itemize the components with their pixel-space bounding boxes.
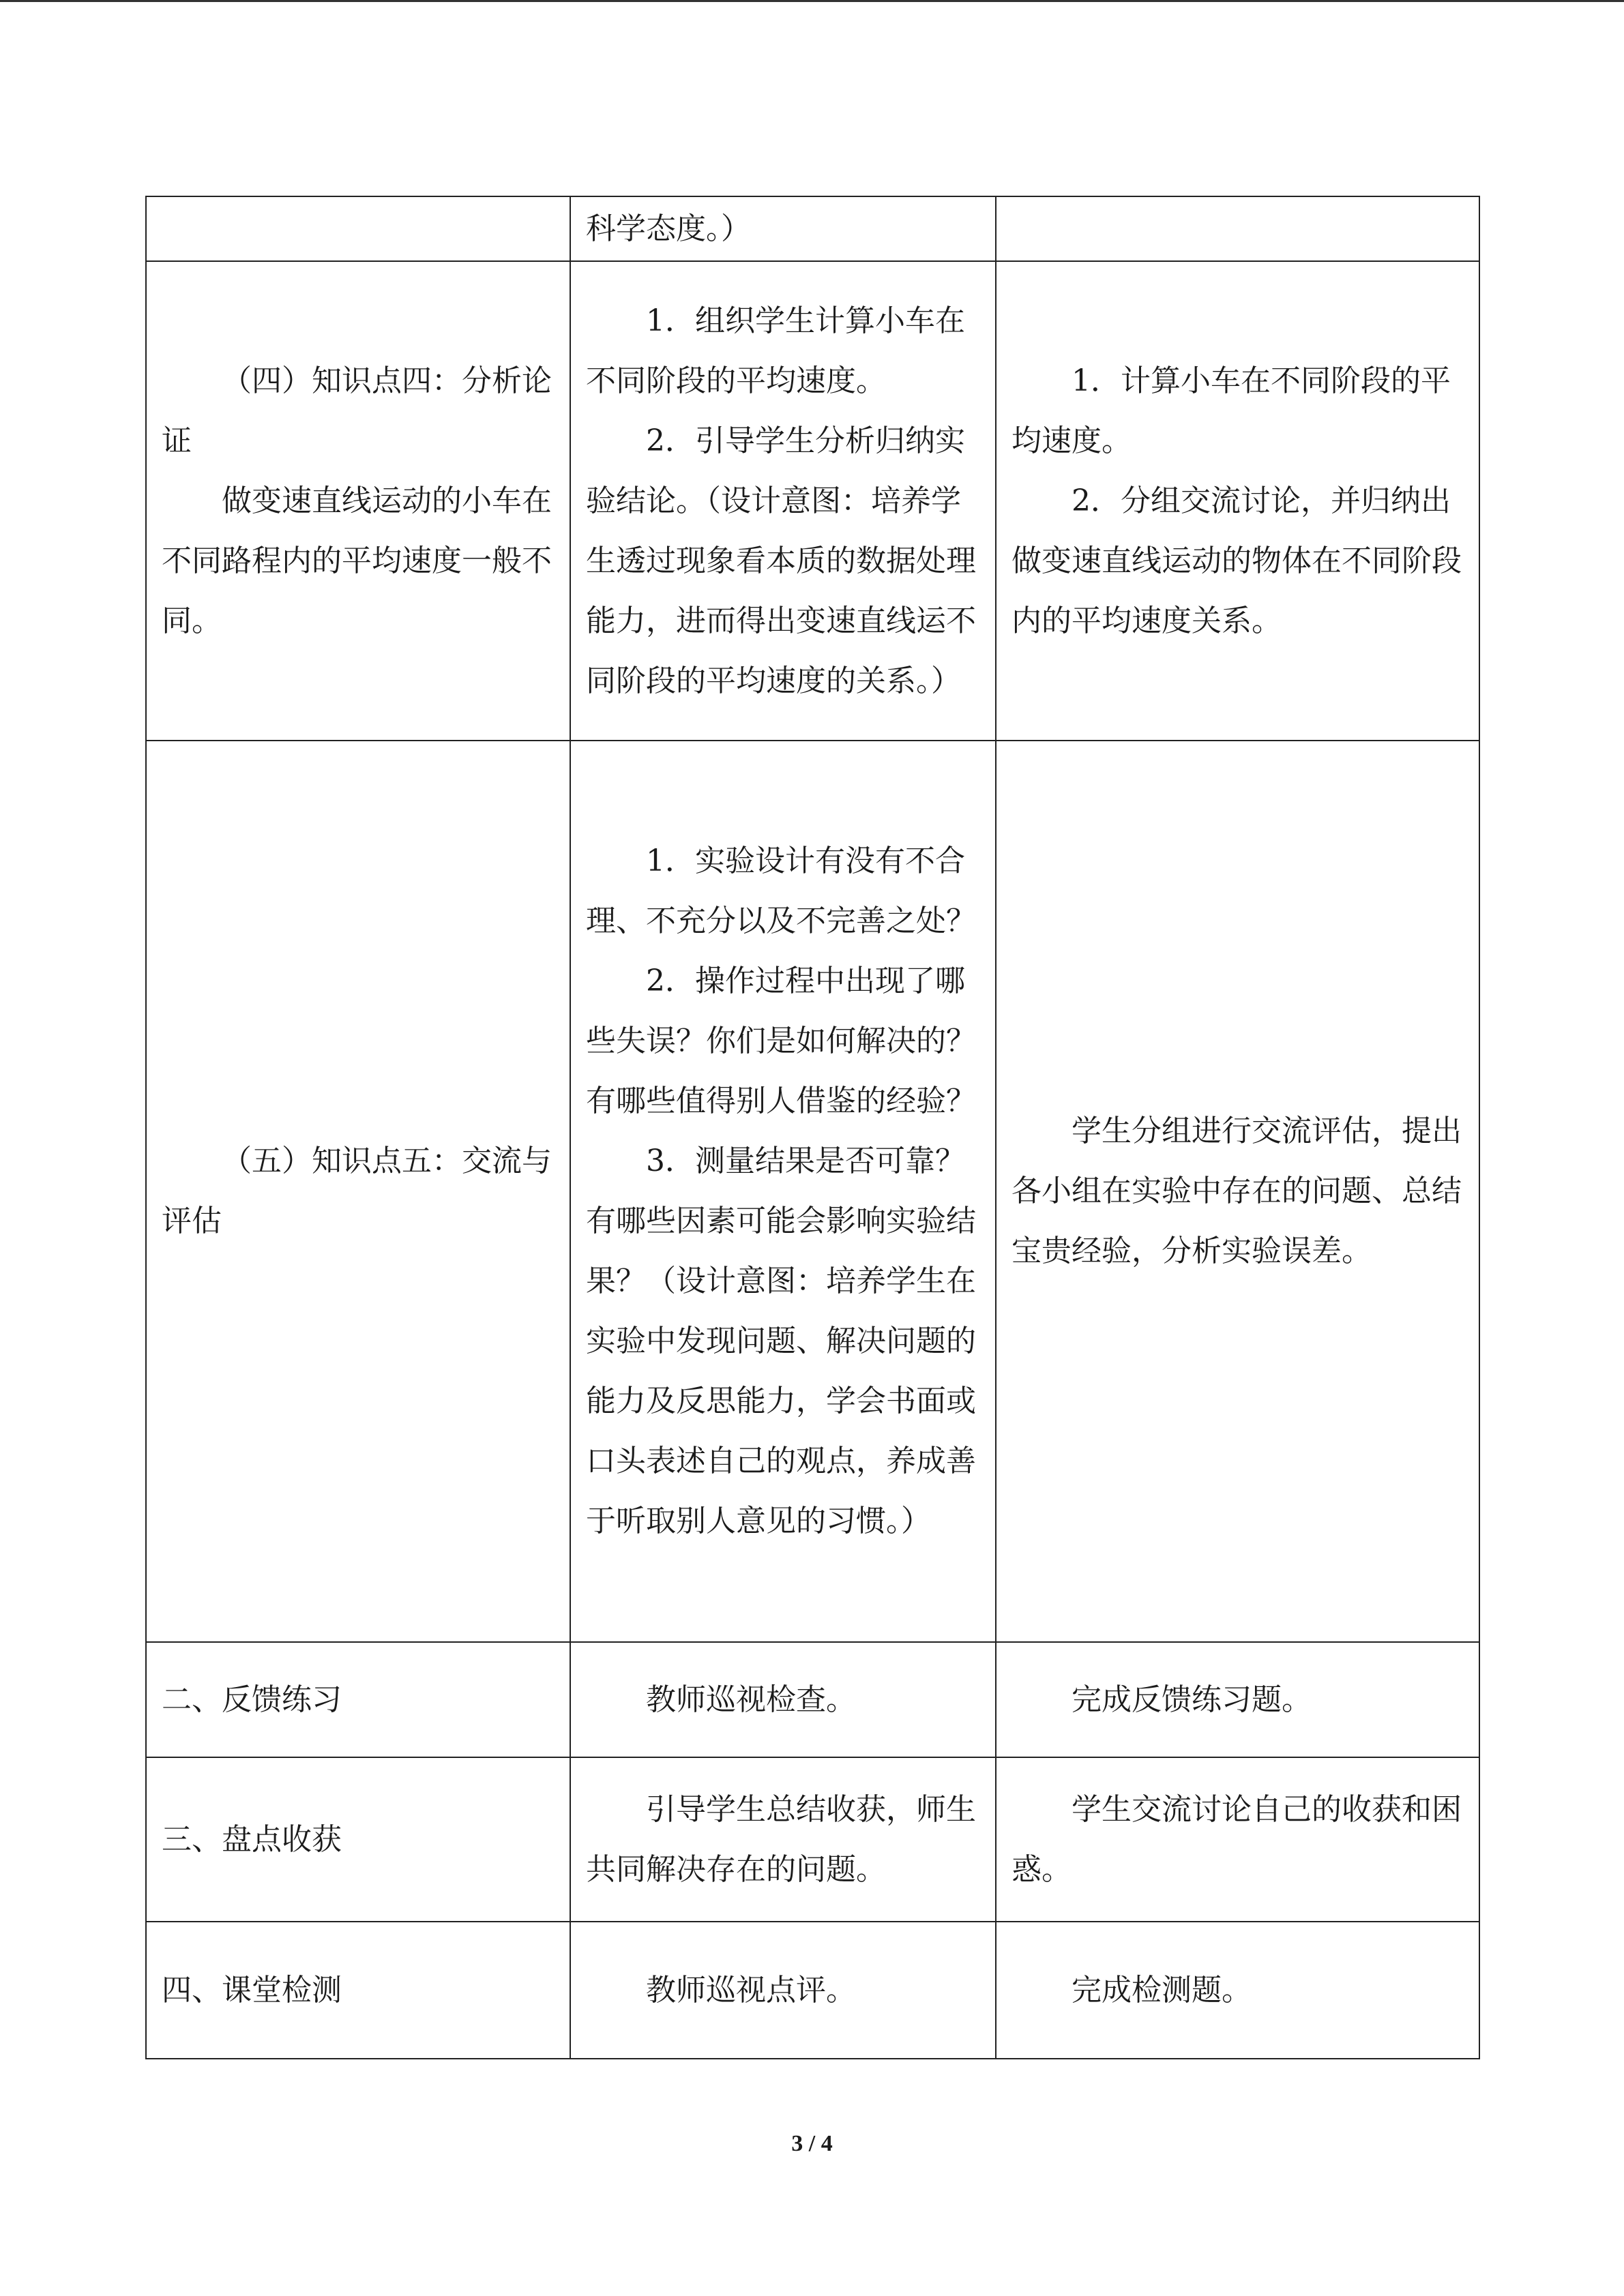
- cell-text: 二、反馈练习: [162, 1682, 342, 1717]
- cell-text: 三、盘点收获: [162, 1821, 342, 1857]
- cell-teacher-activity: [570, 1922, 996, 2059]
- cell-stage: [146, 1922, 570, 2059]
- cell-stage: [146, 261, 570, 741]
- cell-text: （五）知识点五：交流与评估: [162, 1144, 552, 1238]
- cell-stage: [146, 196, 570, 261]
- cell-teacher-activity: [570, 261, 996, 741]
- table-row: [146, 261, 1479, 741]
- cell-text: （四）知识点四：分析论证: [162, 363, 552, 458]
- cell-student-activity: [996, 1757, 1479, 1922]
- cell-teacher-activity: [570, 196, 996, 261]
- cell-teacher-activity: [570, 1642, 996, 1757]
- cell-text: 引导学生总结收获，师生共同解决存在的问题。: [586, 1791, 976, 1887]
- cell-text: 完成反馈练习题。: [1072, 1682, 1312, 1717]
- cell-student-activity: [996, 1922, 1479, 2059]
- cell-teacher-activity: [570, 741, 996, 1642]
- page-top-border: [0, 0, 1624, 2]
- cell-text: 2．引导学生分析归纳实验结论。（设计意图：培养学生透过现象看本质的数据处理能力，进而得出变速直线运不同阶段的平均速度的关系。）: [586, 423, 976, 698]
- cell-student-activity: [996, 741, 1479, 1642]
- cell-text: 2．操作过程中出现了哪些失误？你们是如何解决的？有哪些值得别人借鉴的经验？: [586, 964, 976, 1118]
- table-row: [146, 1642, 1479, 1757]
- cell-student-activity: [996, 196, 1479, 261]
- table-row: [146, 741, 1479, 1642]
- lesson-plan-table: [145, 196, 1480, 2059]
- cell-text: 科学态度。）: [586, 211, 751, 246]
- cell-student-activity: [996, 261, 1479, 741]
- cell-text: 教师巡视点评。: [646, 1972, 856, 2008]
- cell-text: 四、课堂检测: [162, 1972, 342, 2008]
- cell-text: 1．组织学生计算小车在不同阶段的平均速度。: [586, 303, 965, 398]
- cell-text: 学生分组进行交流评估，提出各小组在实验中存在的问题、总结宝贵经验，分析实验误差。: [1012, 1114, 1462, 1268]
- table-row: [146, 1922, 1479, 2059]
- cell-text: 1．计算小车在不同阶段的平均速度。: [1012, 363, 1451, 458]
- cell-stage: [146, 1642, 570, 1757]
- table-row: [146, 1757, 1479, 1922]
- cell-text: 1．实验设计有没有不合理、不充分以及不完善之处？: [586, 844, 976, 938]
- cell-text: 2．分组交流讨论，并归纳出做变速直线运动的物体在不同阶段内的平均速度关系。: [1012, 483, 1462, 638]
- cell-stage: [146, 1757, 570, 1922]
- cell-text: 完成检测题。: [1072, 1972, 1252, 2008]
- cell-text: 学生交流讨论自己的收获和困惑。: [1012, 1791, 1462, 1887]
- table-row: [146, 196, 1479, 261]
- cell-stage: [146, 741, 570, 1642]
- cell-teacher-activity: [570, 1757, 996, 1922]
- cell-text: 做变速直线运动的小车在不同路程内的平均速度一般不同。: [162, 483, 552, 638]
- cell-text: 3．测量结果是否可靠？有哪些因素可能会影响实验结果？（设计意图：培养学生在实验中发现问题、解决问题的能力及反思能力，学会书面或口头表述自己的观点，养成善于听取别人意见的习惯。）: [586, 1144, 976, 1538]
- cell-text: 教师巡视检查。: [646, 1682, 856, 1717]
- cell-student-activity: [996, 1642, 1479, 1757]
- page-number: 3 / 4: [791, 2131, 833, 2156]
